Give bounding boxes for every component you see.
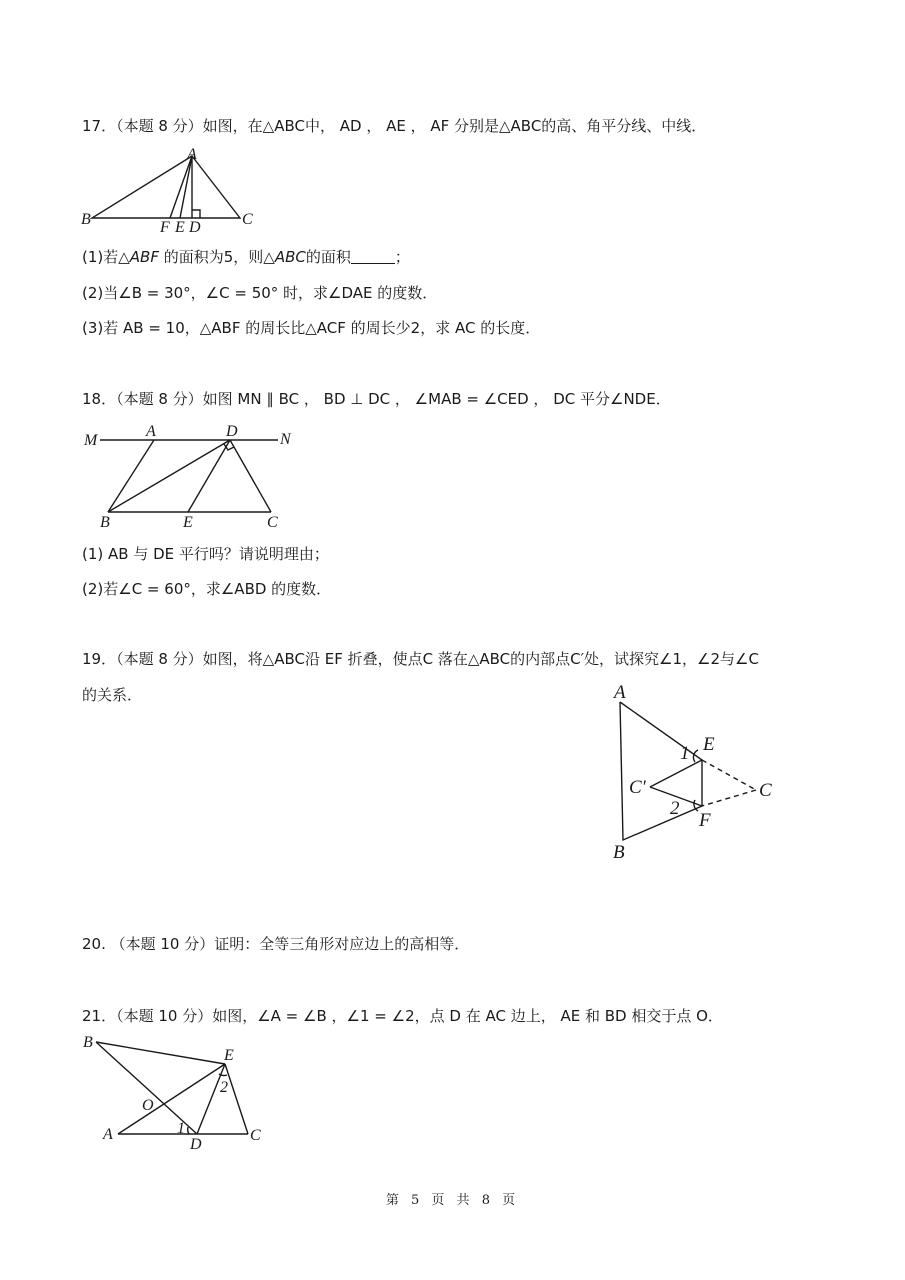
q17-part1: (1)若△ABF 的面积为5，则△ABC的面积 ； <box>82 248 410 266</box>
q18-label-C: C <box>267 514 278 531</box>
q19-label-A: A <box>614 682 626 703</box>
q21-label-1: 1 <box>177 1120 185 1137</box>
q19-label-Cprime: C′ <box>629 777 646 798</box>
q21-label-E: E <box>224 1047 234 1064</box>
q18-label-M: M <box>84 432 98 449</box>
q18-part2: (2)若∠C = 60°，求∠ABD 的度数． <box>82 580 332 598</box>
q18-label-A: A <box>146 423 156 440</box>
q17-part2: (2)当∠B = 30°，∠C = 50° 时，求∠DAE 的度数． <box>82 284 438 302</box>
q19-figure <box>610 680 790 870</box>
page-footer: 第 5 页 共 8 页 <box>385 1193 520 1208</box>
q21-label-D: D <box>190 1136 202 1153</box>
q17-part3: (3)若 AB = 10，△ABF 的周长比△ACF 的周长少2，求 AC 的长度． <box>82 319 541 337</box>
q18-label-E: E <box>183 514 193 531</box>
q17-label-B: B <box>81 211 91 228</box>
q19-label-B: B <box>613 842 625 863</box>
q18-label-B: B <box>100 514 110 531</box>
q18-label-N: N <box>280 431 291 448</box>
q17-label-C: C <box>242 211 253 228</box>
q21-label-A: A <box>103 1126 113 1143</box>
q19-label-2: 2 <box>670 798 680 819</box>
q17-label-D: D <box>189 219 201 236</box>
q19-label-1: 1 <box>680 743 690 764</box>
q21-label-C: C <box>250 1127 261 1144</box>
q21-label-O: O <box>142 1097 154 1114</box>
q21-stem: 21．（本题 10 分）如图，∠A = ∠B ，∠1 = ∠2，点 D 在 AC 边上， AE 和 BD 相交于点 O． <box>82 1007 723 1025</box>
q17-stem: 17．（本题 8 分）如图，在△ABC中， AD ， AE ， AF 分别是△ABC的高、角平分线、中线． <box>82 117 707 135</box>
q19-stem-line2: 的关系． <box>82 686 143 704</box>
q18-stem: 18．（本题 8 分）如图 MN ∥ BC ， BD ⊥ DC ， ∠MAB = ∠CED ， DC 平分∠NDE． <box>82 390 671 408</box>
q20-stem: 20. （本题 10 分）证明：全等三角形对应边上的高相等． <box>82 935 470 953</box>
q18-part1: (1) AB 与 DE 平行吗？请说明理由； <box>82 545 329 563</box>
answer-blank <box>351 249 395 264</box>
q17-label-F: F <box>160 219 170 236</box>
q18-label-D: D <box>226 423 238 440</box>
q19-label-C: C <box>759 780 772 801</box>
q21-label-B: B <box>83 1034 93 1051</box>
q18-figure <box>80 420 310 535</box>
q17-label-A: A <box>187 146 197 163</box>
q17-label-E: E <box>175 219 185 236</box>
q21-figure <box>80 1030 280 1155</box>
q19-label-F: F <box>699 810 711 831</box>
q19-label-E: E <box>703 734 715 755</box>
q21-label-2: 2 <box>220 1079 228 1096</box>
q17-figure <box>80 148 270 238</box>
q19-stem-line1: 19．（本题 8 分）如图，将△ABC沿 EF 折叠，使点C 落在△ABC的内部点C′处，试探究∠1，∠2与∠C <box>82 650 759 668</box>
